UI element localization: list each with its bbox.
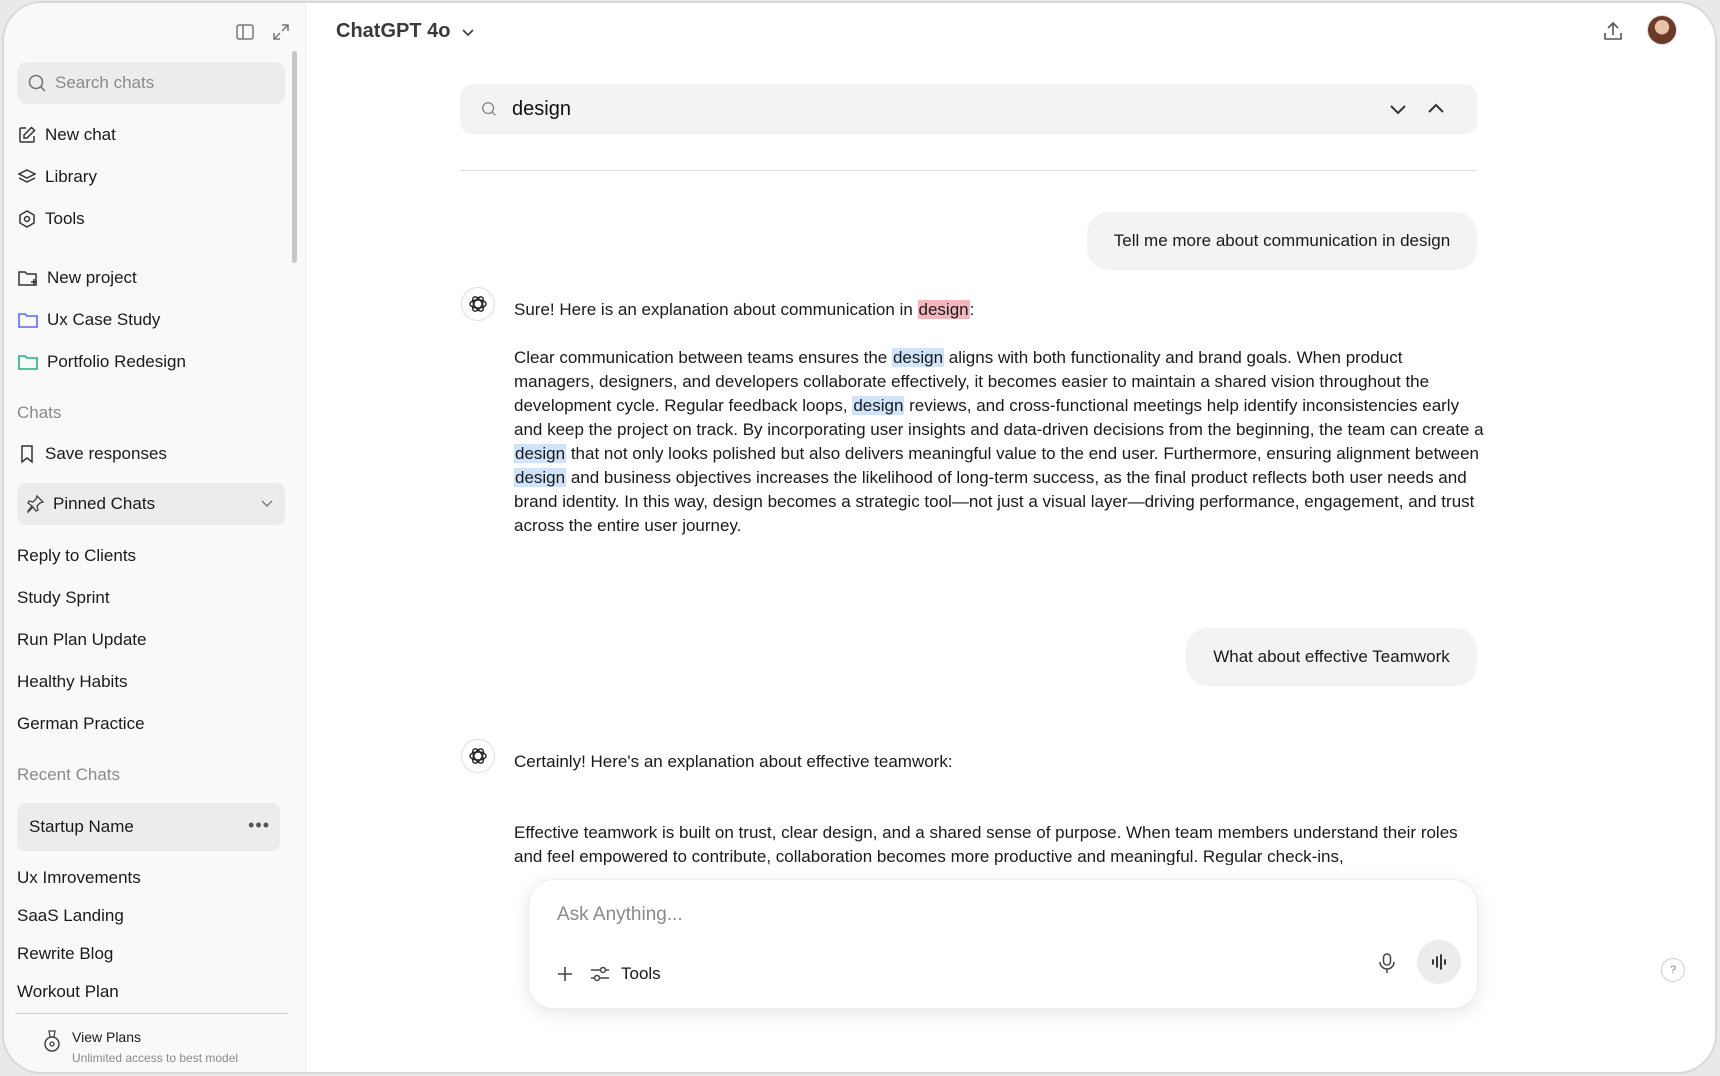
- pinned-chats-toggle[interactable]: [17, 483, 285, 525]
- search-match: design: [853, 396, 904, 415]
- help-button[interactable]: ?: [1661, 958, 1685, 982]
- waveform-icon: [1429, 952, 1449, 972]
- composer-input[interactable]: Ask Anything...: [557, 904, 683, 925]
- recent-chat-item[interactable]: Ux Imrovements: [17, 868, 141, 887]
- library-button[interactable]: [17, 160, 97, 194]
- layers-icon: [17, 167, 37, 187]
- user-message: Tell me more about communication in design: [1087, 212, 1477, 270]
- sidebar-toggle-icon[interactable]: [234, 21, 256, 43]
- find-query: design: [512, 97, 571, 120]
- sidebar-scrollbar[interactable]: [292, 51, 297, 263]
- project-label: Portfolio Redesign: [47, 352, 186, 371]
- response-text: Clear communication between teams ensures the: [514, 348, 892, 367]
- recent-chat-item[interactable]: Rewrite Blog: [17, 944, 114, 963]
- assistant-paragraph: Effective teamwork is built on trust, clear design, and a shared sense of purpose. When team members understand their roles and feel empowered to contribute, collaboration becomes more productive and meaningful. Regular check-ins,: [514, 823, 1458, 865]
- plans-subtitle: Unlimited access to best model: [72, 1051, 239, 1065]
- pin-icon: [25, 494, 45, 514]
- current-search-match: design: [918, 300, 969, 319]
- more-options-icon[interactable]: •••: [248, 815, 270, 835]
- find-navigation: [1387, 98, 1447, 120]
- chevron-down-icon[interactable]: [1387, 98, 1409, 120]
- app-window: [2, 1, 1717, 1074]
- response-text: that not only looks polished but also delivers meaningful value to the end user. Furthermore, ensuring alignment between: [566, 444, 1479, 463]
- new-project-button[interactable]: [17, 261, 137, 295]
- save-responses-label: Save responses: [45, 444, 167, 463]
- new-project-label: New project: [47, 268, 137, 287]
- pinned-chat-item[interactable]: Study Sprint: [17, 588, 110, 607]
- compose-icon: [17, 125, 37, 145]
- voice-mode-button[interactable]: [1417, 940, 1461, 984]
- response-text: and business objectives increases the likelihood of long-term success, as the final product reflects both user needs and brand identity. In this way, design becomes a strategic tool—not just a visual layer—driving performance, engagement, and trust across the entire user journey.: [514, 468, 1475, 535]
- response-text: Sure! Here is an explanation about communication in: [514, 300, 918, 319]
- folder-plus-icon: [17, 268, 39, 288]
- expand-icon[interactable]: [270, 21, 292, 43]
- model-name: ChatGPT 4o: [336, 20, 451, 42]
- chevron-up-icon[interactable]: [1425, 98, 1447, 120]
- microphone-icon[interactable]: [1377, 952, 1397, 974]
- response-text: :: [969, 300, 975, 319]
- sidebar: [4, 3, 306, 1072]
- pinned-chat-item[interactable]: German Practice: [17, 714, 145, 733]
- response-text: aligns with both functionality and brand goals. When product managers, designers, and developers collaborate effectively, it becomes easier to maintain a shared vision throughout the development cycle. Regular feedback loops,: [514, 348, 1430, 415]
- library-label: Library: [45, 167, 97, 186]
- folder-icon: [17, 310, 39, 330]
- response-text: reviews, and cross-functional meetings help identify inconsistencies early and keep the project on track. By incorporating user insights and data-driven decisions from the beginning, the team can create a: [514, 396, 1484, 439]
- search-chats-input[interactable]: [17, 62, 285, 104]
- plus-icon[interactable]: [555, 964, 575, 984]
- recent-chat-item[interactable]: Workout Plan: [17, 982, 119, 1001]
- view-plans-button[interactable]: [42, 1029, 238, 1065]
- find-bar[interactable]: [460, 84, 1477, 134]
- search-match: design: [515, 468, 566, 487]
- assistant-intro: Certainly! Here's an explanation about effective teamwork:: [514, 752, 953, 771]
- chevron-down-icon: [460, 24, 476, 40]
- user-message: What about effective Teamwork: [1186, 628, 1477, 686]
- project-label: Ux Case Study: [47, 310, 161, 329]
- search-placeholder: Search chats: [55, 73, 155, 92]
- bookmark-icon: [17, 444, 37, 464]
- pinned-label: Pinned Chats: [53, 494, 156, 513]
- tools-icon: [17, 209, 37, 229]
- save-responses-button[interactable]: [17, 437, 167, 471]
- assistant-intro: [514, 298, 1484, 322]
- assistant-paragraph: [514, 346, 1484, 538]
- chats-section-label: Chats: [17, 403, 62, 422]
- search-match: design: [892, 348, 944, 367]
- sidebar-divider: [15, 1013, 288, 1014]
- new-chat-button[interactable]: [17, 118, 116, 152]
- find-divider: [460, 170, 1477, 171]
- pinned-chat-item[interactable]: Reply to Clients: [17, 546, 137, 565]
- search-icon: [480, 100, 498, 118]
- sliders-icon: [589, 964, 611, 984]
- search-icon: [27, 73, 47, 93]
- project-ux-case-study[interactable]: [17, 303, 160, 337]
- main-panel: [306, 3, 1715, 1072]
- tools-label: Tools: [45, 209, 85, 228]
- recent-chat-label: Startup Name: [29, 817, 134, 836]
- sidebar-top-icons: [234, 21, 292, 43]
- recent-chats-label: Recent Chats: [17, 765, 120, 784]
- model-selector[interactable]: [336, 20, 476, 43]
- plans-title: View Plans: [72, 1029, 142, 1045]
- chatgpt-logo-icon: [461, 287, 495, 321]
- share-icon[interactable]: [1602, 20, 1624, 47]
- search-match: design: [515, 444, 566, 463]
- pinned-chat-item[interactable]: Run Plan Update: [17, 630, 147, 649]
- chevron-down-icon: [259, 495, 275, 511]
- tools-button[interactable]: [17, 202, 85, 236]
- recent-chat-item[interactable]: SaaS Landing: [17, 906, 124, 925]
- message-composer[interactable]: [528, 879, 1478, 1009]
- composer-tools-button[interactable]: [589, 964, 661, 984]
- project-portfolio-redesign[interactable]: [17, 345, 186, 379]
- tools-label: Tools: [621, 964, 661, 983]
- plans-icon: [42, 1029, 62, 1055]
- chatgpt-logo-icon: [461, 739, 495, 773]
- new-chat-label: New chat: [45, 125, 116, 144]
- pinned-chat-item[interactable]: Healthy Habits: [17, 672, 128, 691]
- recent-chat-active[interactable]: [17, 803, 280, 851]
- folder-icon: [17, 352, 39, 372]
- avatar[interactable]: [1647, 15, 1677, 45]
